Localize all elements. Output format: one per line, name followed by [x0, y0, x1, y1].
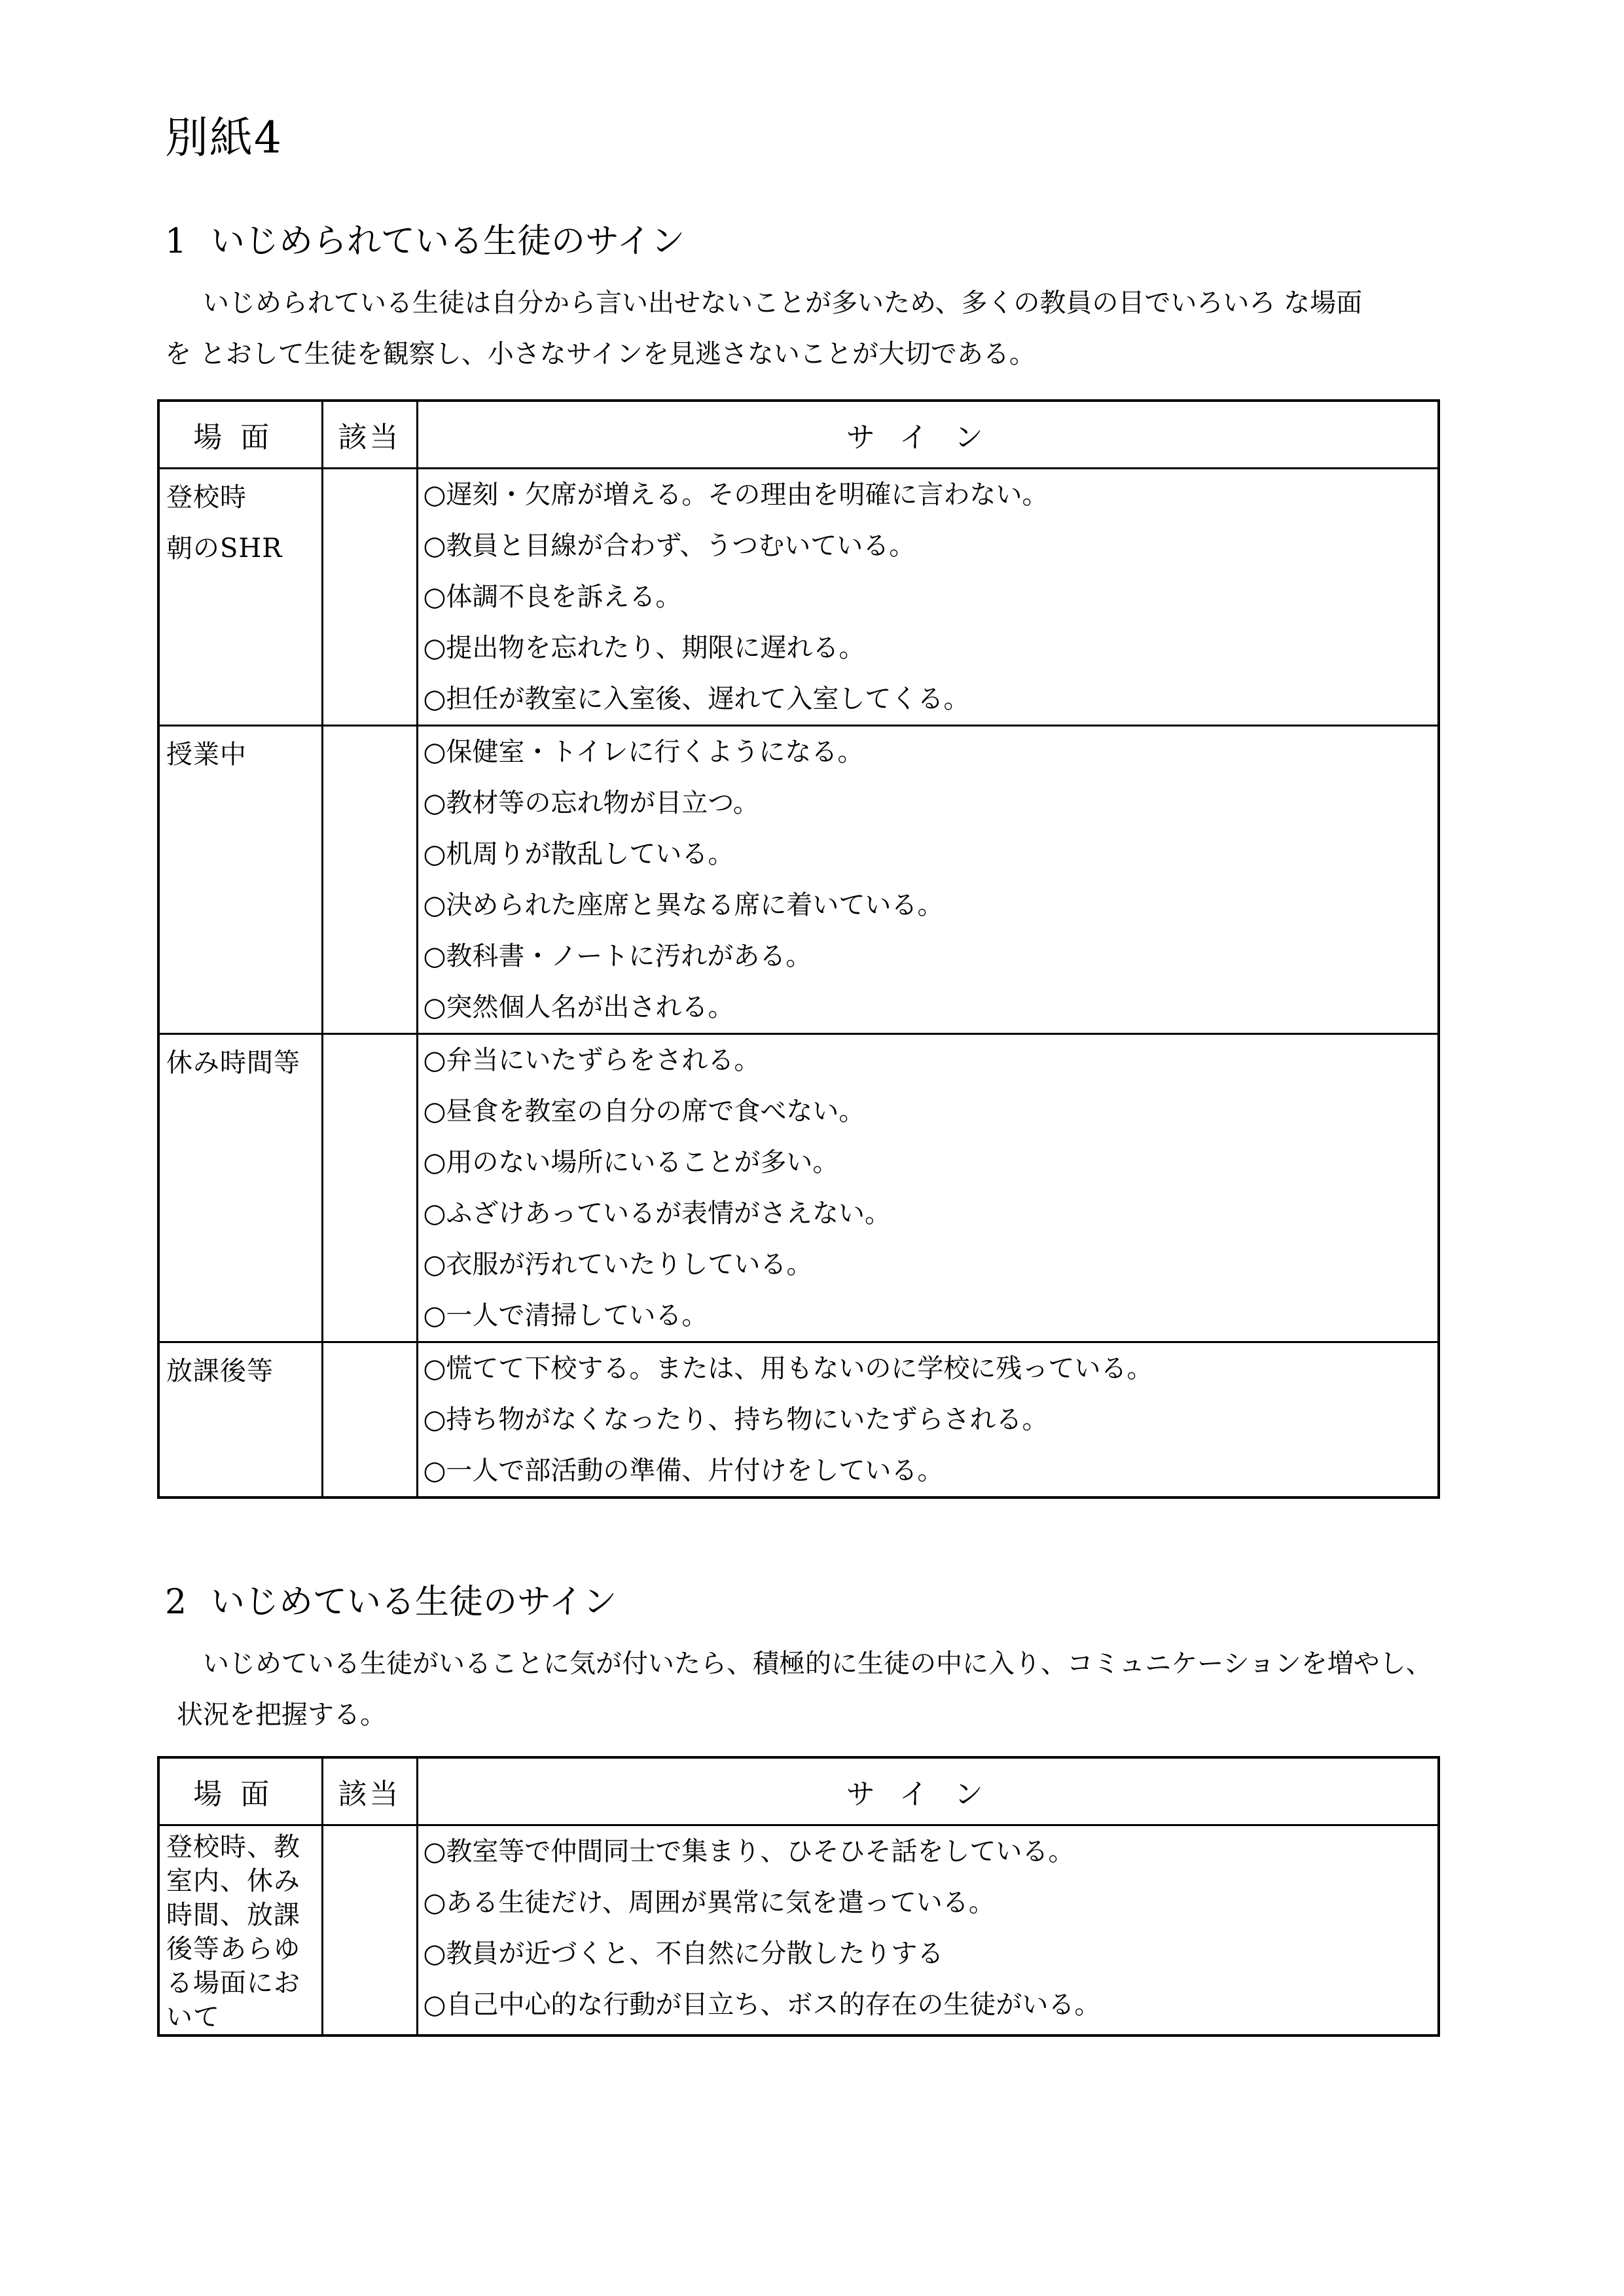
header-applicable: 該当 [322, 1757, 417, 1825]
sign-list [417, 726, 1439, 1034]
table-row [158, 469, 1439, 726]
section-2-sign-table [157, 1756, 1440, 2037]
scene-line: 登校時 [166, 482, 247, 512]
header-sign: サイン [417, 1757, 1439, 1825]
sign-item: ○用のない場所にいることが多い。 [423, 1147, 839, 1177]
sign-item: ○教材等の忘れ物が目立つ。 [423, 788, 759, 818]
sign-item: ○一人で部活動の準備、片付けをしている。 [423, 1456, 944, 1486]
header-applicable: 該当 [322, 401, 417, 469]
sign-item: ○突然個人名が出される。 [423, 992, 734, 1022]
sign-item: ○遅刻・欠席が増える。その理由を明確に言わない。 [423, 480, 1049, 510]
sign-list [417, 1825, 1439, 2036]
table-row [158, 1342, 1439, 1498]
applicable-cell[interactable] [322, 1342, 417, 1498]
sign-item: ○慌てて下校する。または、用もないのに学校に残っている。 [423, 1354, 1153, 1384]
sign-item: ○一人で清掃している。 [423, 1300, 708, 1331]
section-1-number: 1 [165, 222, 187, 261]
page-label: 別紙4 [165, 113, 283, 163]
scene-line: 休み時間等 [166, 1048, 300, 1078]
sign-item: ○決められた座席と異なる席に着いている。 [423, 890, 944, 920]
header-scene: 場面 [158, 401, 322, 469]
section-2-intro-line-2: 状況を把握する。 [177, 1700, 386, 1730]
scene-line: 放課後等 [166, 1356, 274, 1386]
section-1-title: いじめられている生徒のサイン [211, 222, 685, 261]
sign-item: ○提出物を忘れたり、期限に遅れる。 [423, 633, 865, 663]
sign-item: ○担任が教室に入室後、遅れて入室してくる。 [423, 684, 970, 714]
section-2-intro [165, 1638, 1481, 1740]
applicable-cell[interactable] [322, 726, 417, 1034]
table-header-row [158, 1757, 1439, 1825]
scene-line: いて [166, 2002, 220, 2032]
section-1-sign-table [157, 399, 1440, 1499]
scene-cell [158, 1825, 322, 2036]
sign-item: ○ある生徒だけ、周囲が異常に気を遣っている。 [423, 1888, 995, 1918]
sign-item: ○自己中心的な行動が目立ち、ボス的存在の生徒がいる。 [423, 1990, 1101, 2020]
sign-item: ○昼食を教室の自分の席で食べない。 [423, 1096, 865, 1126]
section-2-heading [165, 1583, 617, 1622]
scene-line: る場面にお [166, 1968, 300, 1998]
table-row [158, 1825, 1439, 2036]
scene-cell [158, 1342, 322, 1498]
sign-item: ○ふざけあっているが表情がさえない。 [423, 1198, 892, 1229]
section-1-intro-line-1: いじめられている生徒は自分から言い出せないことが多いため、多くの教員の目でいろいろ な場面 [203, 288, 1363, 318]
applicable-cell[interactable] [322, 469, 417, 726]
sign-item: ○教科書・ノートに汚れがある。 [423, 941, 812, 971]
sign-item: ○持ち物がなくなったり、持ち物にいたずらされる。 [423, 1405, 1049, 1435]
scene-line: 授業中 [166, 740, 247, 770]
scene-line: 後等あらゆ [166, 1934, 300, 1964]
table-header-row [158, 401, 1439, 469]
scene-cell [158, 469, 322, 726]
sign-list [417, 1034, 1439, 1342]
table-row [158, 726, 1439, 1034]
applicable-cell[interactable] [322, 1034, 417, 1342]
sign-item: ○机周りが散乱している。 [423, 839, 734, 869]
sign-item: ○弁当にいたずらをされる。 [423, 1045, 761, 1075]
scene-line: 登校時、教 [166, 1832, 300, 1862]
sign-list [417, 1342, 1439, 1498]
scene-line: 朝のSHR [166, 533, 283, 564]
section-1-intro [165, 278, 1481, 380]
header-scene: 場面 [158, 1757, 322, 1825]
scene-line: 時間、放課 [166, 1900, 300, 1930]
sign-item: ○保健室・トイレに行くようになる。 [423, 737, 864, 767]
section-2-intro-line-1: いじめている生徒がいることに気が付いたら、積極的に生徒の中に入り、コミュニケーションを増やし、 [203, 1649, 1432, 1679]
scene-cell [158, 726, 322, 1034]
header-sign: サイン [417, 401, 1439, 469]
section-1-intro-line-2: を とおして生徒を観察し、小さなサインを見逃さないことが大切である。 [165, 339, 1036, 369]
section-1-heading [165, 224, 685, 259]
scene-line: 室内、休み [166, 1866, 300, 1896]
sign-item: ○教室等で仲間同士で集まり、ひそひそ話をしている。 [423, 1837, 1075, 1867]
section-2-title: いじめている生徒のサイン [211, 1583, 617, 1622]
table-row [158, 1034, 1439, 1342]
applicable-cell[interactable] [322, 1825, 417, 2036]
sign-item: ○体調不良を訴える。 [423, 582, 682, 612]
sign-item: ○衣服が汚れていたりしている。 [423, 1249, 813, 1280]
section-2-number: 2 [165, 1583, 187, 1622]
sign-item: ○教員が近づくと、不自然に分散したりする [423, 1939, 944, 1969]
sign-item: ○教員と目線が合わず、うつむいている。 [423, 531, 916, 561]
sign-list [417, 469, 1439, 726]
scene-cell [158, 1034, 322, 1342]
